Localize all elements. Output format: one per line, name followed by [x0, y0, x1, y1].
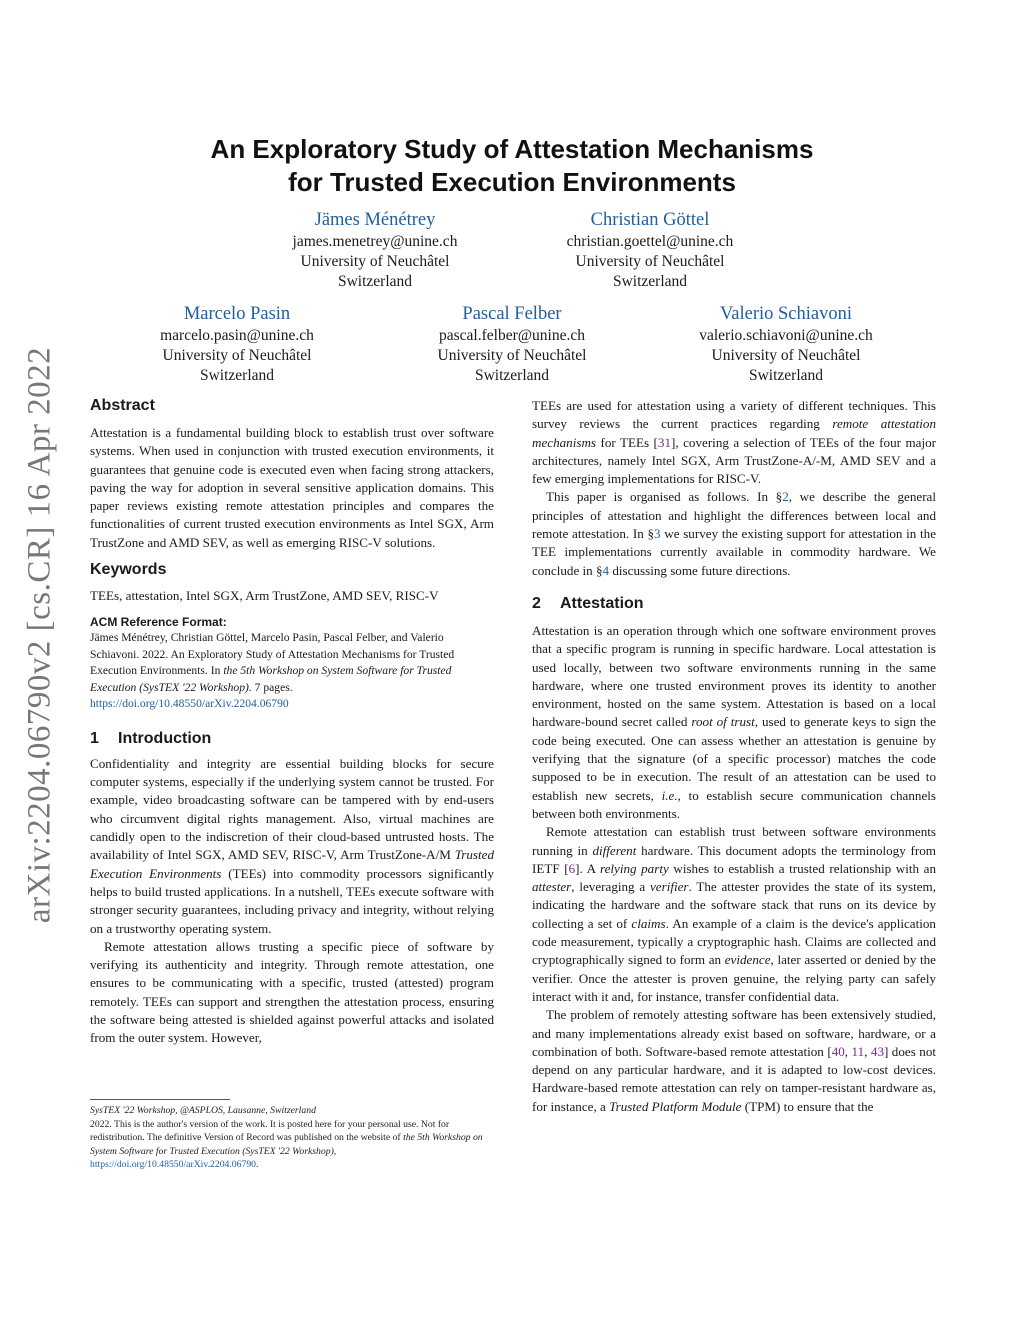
introduction-paragraph: Remote attestation allows trusting a specific piece of software by verifying its authenticity and integrity. Through remote attestation, one ensures to be communicating with a specific, trusted (attested) program remotely. TEEs can support and strengthen the attestation process, ensuring the software being attested is shielded against powerful attacks and isolated from the outer system. However,	[90, 938, 494, 1046]
author-affiliation: University of Neuchâtel	[300, 253, 450, 270]
text-run-italic: Trusted Execution Environments	[90, 847, 494, 881]
author-country: Switzerland	[748, 367, 824, 384]
footnote-venue	[90, 1104, 494, 1118]
footnote	[90, 1099, 494, 1172]
author-affiliation: University of Neuchâtel	[575, 253, 725, 270]
text-run-italic: claims	[631, 915, 666, 931]
author-affiliation: University of Neuchâtel	[711, 347, 861, 364]
author-block	[666, 302, 906, 386]
text-run: discussing some future directions.	[609, 562, 791, 578]
keywords-text: TEEs, attestation, Intel SGX, Arm TrustZone, AMD SEV, RISC-V	[90, 588, 439, 604]
author-country: Switzerland	[474, 367, 550, 384]
paper-title	[0, 133, 1024, 199]
citation-link[interactable]: 31	[657, 434, 671, 450]
section-ref-link[interactable]: 2	[782, 489, 789, 505]
citation-link[interactable]: 40	[831, 1043, 845, 1059]
attestation-paragraph	[532, 823, 936, 1006]
section-title: Attestation	[560, 594, 644, 612]
section-number: 2	[532, 594, 541, 612]
author-name[interactable]: Pascal Felber	[462, 304, 562, 324]
text-run: , we describe the general principles of attestation and highlight the differences between local and remote attestation. In §	[532, 489, 936, 542]
author-country: Switzerland	[337, 273, 413, 290]
text-run: , leveraging a	[571, 879, 650, 895]
text-run: . The attester provides the state of its system, indicating the hardware and the software stack that runs on its device by collecting a set of	[532, 879, 936, 931]
text-run: , used to generate keys to sign the code being executed. One can assess whether an attestation is genuine by verifying that the signature (of a specific processor) matches the code supposed to be in execution. The result of an attestation can be used to establish new secrets,	[532, 714, 936, 803]
text-run: (TPM) to ensure that the	[741, 1098, 874, 1114]
author-block	[255, 208, 495, 292]
citation-link[interactable]: 43	[870, 1043, 884, 1059]
author-email: pascal.felber@unine.ch	[439, 327, 585, 344]
text-run-italic: remote attestation mechanisms	[532, 416, 936, 450]
title-line-2: for Trusted Execution Environments	[288, 167, 736, 197]
text-run-italic: different	[592, 842, 637, 858]
author-email: james.menetrey@unine.ch	[292, 233, 458, 250]
attestation-paragraph	[532, 1006, 936, 1116]
text-run: (TEEs) into commodity processors significantly helps to build trusted applications. In a nutshell, TEEs execute software with stronger security guarantees, including privacy and integrity, without relying on a trustworthy operating system.	[90, 865, 494, 936]
section-ref-link[interactable]: 4	[602, 562, 610, 578]
text-run: hardware. This document adopts the terminology from IETF [	[532, 842, 936, 876]
author-name[interactable]: Marcelo Pasin	[183, 304, 291, 324]
author-affiliation: University of Neuchâtel	[437, 347, 587, 364]
text-run-italic: the 5th Workshop on System Software for Trusted Execution (SysTEX '22 Workshop)	[90, 1132, 483, 1157]
intro-continuation-paragraph	[532, 488, 936, 579]
author-country: Switzerland	[612, 273, 688, 290]
intro-continuation-paragraph	[532, 397, 936, 488]
text-run: ,	[864, 1043, 871, 1059]
footnote-venue-text: SysTEX '22 Workshop, @ASPLOS, Lausanne, Switzerland	[90, 1105, 316, 1116]
section-ref-link[interactable]: 3	[654, 526, 661, 542]
text-run: .	[256, 1159, 259, 1171]
text-run: for TEEs [	[596, 434, 658, 450]
text-run: ], covering a selection of TEEs of the four major architectures, namely Intel SGX, Arm TrustZone-A/-M, AMD SEV and a few emerging implementations for RISC-V.	[532, 434, 936, 487]
text-run: Attestation is an operation through which one software environment proves that a specific program is running in specific hardware. Local attestation is used locally, between two software environments running in the same hardware, where one trusted environment proves its identity to another environment, hosted on the same system. Attestation is based on a local hardware-bound secret called	[532, 622, 936, 730]
abstract-heading: Abstract	[90, 397, 155, 414]
footnote-text	[90, 1118, 494, 1172]
text-run: 2022. This is the author's version of the work. It is posted here for your personal use. Not for redistribution. The definitive Version of Record was published on the website of	[90, 1118, 450, 1144]
text-run: ,	[844, 1043, 852, 1059]
attestation-heading	[532, 594, 936, 614]
author-affiliation: University of Neuchâtel	[162, 347, 312, 364]
citation-link[interactable]: 6	[568, 860, 576, 876]
text-run-italic: relying party	[599, 860, 669, 876]
attestation-paragraph	[532, 622, 936, 823]
arxiv-stamp	[0, 335, 80, 935]
text-run-italic: Trusted Platform Module	[609, 1098, 742, 1114]
acm-reference-heading: ACM Reference Format:	[90, 615, 227, 630]
acm-reference-venue: the 5th Workshop on System Software for Trusted Execution (SysTEX '22 Workshop).	[90, 664, 452, 694]
abstract-text: Attestation is a fundamental building block to establish trust over software systems. When used in conjunction with trusted execution environments, it guarantees that genuine code is executed even when facing strong attackers, paving the way for adoption in several sensitive application domains. This paper reviews existing remote attestation principles and compares the functionalities of current trusted execution environments as Intel SGX, Arm TrustZone and AMD SEV, as well as emerging RISC-V solutions.	[90, 425, 494, 550]
text-run-italic: verifier	[649, 879, 689, 895]
acm-doi-link[interactable]: https://doi.org/10.48550/arXiv.2204.06790	[90, 697, 289, 711]
text-run: This paper is organised as follows. In §	[546, 489, 783, 505]
author-email: christian.goettel@unine.ch	[566, 233, 734, 250]
text-run-italic: attester	[532, 879, 572, 895]
author-name[interactable]: Jämes Ménétrey	[314, 210, 436, 230]
author-block	[392, 302, 632, 386]
text-run-italic: root of trust	[691, 714, 755, 730]
right-column	[532, 397, 936, 1116]
text-run: ]. A	[575, 860, 600, 876]
section-title: Introduction	[118, 729, 212, 747]
author-block	[117, 302, 357, 386]
text-run: The problem of remotely attesting software has been extensively studied, and many implementations already exist based on software, hardware, or a combination of both. Software-based remote attestation [	[532, 1007, 936, 1059]
text-run: Confidentiality and integrity are essential building blocks for secure computer systems, especially if the underlying system cannot be trusted. For example, video broadcasting software can be tampered with by end-users who circumvent digital rights management. Also, virtual machines are candidly open to the indiscretion of their cloud-based untrusted hosts. The availability of Intel SGX, AMD SEV, RISC-V, Arm TrustZone-A/M	[90, 755, 494, 863]
text-run: , later asserted or denied by the verifier. Once the attester is proven genuine, the relying party can safely interact with it and, for instance, transfer confidential data.	[532, 952, 936, 1004]
citation-link[interactable]: 11	[851, 1043, 865, 1059]
arxiv-identifier: arXiv:2204.06790v2 [cs.CR] 16 Apr 2022	[21, 346, 58, 924]
author-block	[530, 208, 770, 292]
left-column	[90, 396, 494, 1048]
author-email: valerio.schiavoni@unine.ch	[699, 327, 873, 344]
text-run: ,	[333, 1145, 337, 1157]
author-email: marcelo.pasin@unine.ch	[160, 327, 314, 344]
author-country: Switzerland	[199, 367, 275, 384]
title-line-1: An Exploratory Study of Attestation Mechanisms	[210, 134, 814, 164]
introduction-paragraph	[90, 755, 494, 938]
section-number: 1	[90, 729, 99, 747]
text-run: we survey the existing support for attestation in the TEE implementations currently available in commodity hardware. We conclude in §	[532, 526, 937, 578]
text-run: ] does not depend on any particular hardware, and it is adapted to low-cost devices. Hardware-based remote attestation can rely on tamper-resistant hardware as, for instance, a	[532, 1043, 937, 1114]
text-run: wishes to establish a trusted relationship with an	[668, 860, 936, 876]
text-run: TEEs are used for attestation using a variety of different techniques. This survey reviews the current practices regarding	[532, 398, 936, 432]
text-run: . An example of a claim is the device's application code measurement, typically a cryptographic hash. Claims are collected and cryptographically signed to form an	[532, 915, 936, 968]
text-run-italic: evidence	[724, 952, 771, 968]
author-name[interactable]: Christian Göttel	[590, 210, 710, 230]
author-name[interactable]: Valerio Schiavoni	[719, 304, 853, 324]
keywords-heading: Keywords	[90, 561, 167, 579]
introduction-heading	[90, 729, 494, 749]
acm-reference-part2: 7 pages.	[251, 680, 293, 694]
acm-reference-part1: Jämes Ménétrey, Christian Göttel, Marcelo Pasin, Pascal Felber, and Valerio Schiavoni. 2022. An Exploratory Study of Attestation Mechanisms for Trusted Execution Environments. In	[90, 631, 455, 678]
text-run: , to establish secure communication channels between both environments.	[532, 787, 936, 821]
footnote-doi-link[interactable]: https://doi.org/10.48550/arXiv.2204.06790	[90, 1159, 257, 1171]
acm-reference-text	[90, 630, 494, 713]
text-run: Remote attestation can establish trust between software environments running in	[532, 824, 936, 858]
text-run-italic: i.e.	[661, 787, 678, 803]
footnote-rule	[90, 1099, 230, 1100]
